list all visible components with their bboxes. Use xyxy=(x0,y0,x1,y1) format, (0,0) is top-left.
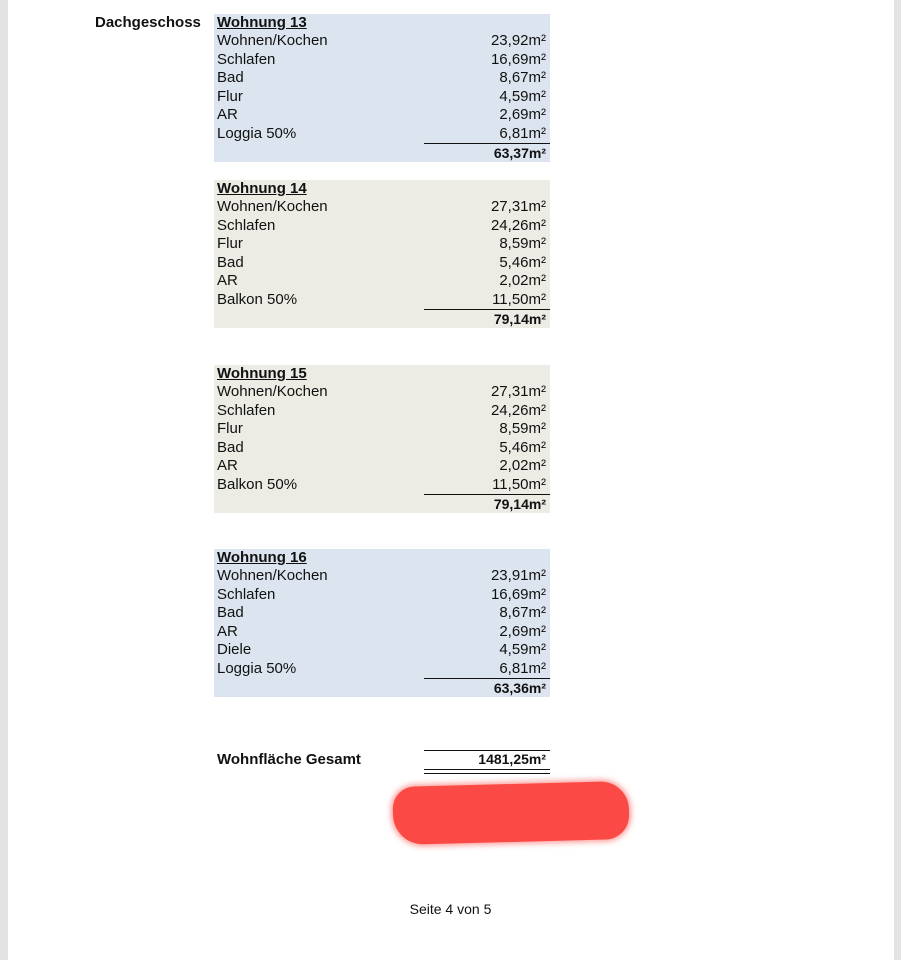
room-area: 4,59m² xyxy=(499,641,546,658)
room-name: Bad xyxy=(217,604,244,621)
apartment-block-15 xyxy=(214,365,550,513)
room-row xyxy=(214,567,550,586)
room-area: 2,02m² xyxy=(499,272,546,289)
room-name: Bad xyxy=(217,438,244,456)
apartment-block-13 xyxy=(214,14,550,162)
room-area: 2,69m² xyxy=(499,622,546,640)
room-area: 8,67m² xyxy=(499,69,546,86)
room-name: Wohnen/Kochen xyxy=(217,383,328,400)
room-row xyxy=(214,439,550,458)
apartment-total: 79,14m² xyxy=(493,496,546,512)
room-area: 23,92m² xyxy=(490,32,546,49)
room-row xyxy=(214,291,550,310)
room-row xyxy=(214,106,550,125)
room-area: 24,26m² xyxy=(490,401,546,419)
room-row xyxy=(214,586,550,605)
room-row xyxy=(214,457,550,476)
room-name: Schlafen xyxy=(217,585,276,603)
room-area: 11,50m² xyxy=(492,290,546,308)
room-row xyxy=(214,476,550,495)
total-area-double-rule-1 xyxy=(424,769,550,770)
apartment-total: 79,14m² xyxy=(493,311,546,327)
apartment-title: Wohnung 16 xyxy=(217,549,307,566)
room-row xyxy=(214,402,550,421)
room-row xyxy=(214,217,550,236)
room-area: 16,69m² xyxy=(490,585,546,603)
room-area: 2,69m² xyxy=(499,106,546,123)
room-area: 11,50m² xyxy=(492,475,546,493)
room-row xyxy=(214,69,550,88)
room-area: 27,31m² xyxy=(490,383,546,400)
room-area: 8,59m² xyxy=(499,420,546,437)
room-name: Wohnen/Kochen xyxy=(217,198,328,215)
room-name: Flur xyxy=(217,235,243,252)
room-row xyxy=(214,383,550,402)
room-name: Flur xyxy=(217,87,243,105)
room-name: Wohnen/Kochen xyxy=(217,567,328,584)
room-name: Bad xyxy=(217,69,244,86)
room-name: Schlafen xyxy=(217,216,276,234)
room-area: 5,46m² xyxy=(499,253,546,271)
room-name: Schlafen xyxy=(217,401,276,419)
room-row xyxy=(214,604,550,623)
room-name: Diele xyxy=(217,641,252,658)
room-name: AR xyxy=(217,457,238,474)
room-name: Flur xyxy=(217,420,243,437)
total-area-double-rule-2 xyxy=(424,773,550,774)
apartment-total: 63,37m² xyxy=(493,145,546,161)
room-area: 4,59m² xyxy=(499,87,546,105)
room-row xyxy=(214,420,550,439)
room-area: 27,31m² xyxy=(490,198,546,215)
room-row xyxy=(214,88,550,107)
floor-label: Dachgeschoss xyxy=(95,14,201,31)
apartment-title: Wohnung 15 xyxy=(217,365,307,382)
room-area: 24,26m² xyxy=(490,216,546,234)
page-number: Seite 4 von 5 xyxy=(409,901,492,917)
room-row xyxy=(214,660,550,679)
page-edge-left xyxy=(0,0,8,960)
page-edge-right xyxy=(894,0,901,960)
room-name: AR xyxy=(217,106,238,123)
room-row xyxy=(214,235,550,254)
total-area-label: Wohnfläche Gesamt xyxy=(217,751,361,768)
room-row xyxy=(214,51,550,70)
room-row xyxy=(214,623,550,642)
room-name: Balkon 50% xyxy=(217,475,298,493)
room-area: 16,69m² xyxy=(490,50,546,68)
room-area: 2,02m² xyxy=(499,457,546,474)
room-name: AR xyxy=(217,622,238,640)
apartment-block-14 xyxy=(214,180,550,328)
apartment-total: 63,36m² xyxy=(493,680,546,696)
room-area: 8,59m² xyxy=(499,235,546,252)
room-row xyxy=(214,641,550,660)
room-name: Loggia 50% xyxy=(217,659,297,677)
room-area: 23,91m² xyxy=(490,567,546,584)
room-area: 5,46m² xyxy=(499,438,546,456)
room-name: Schlafen xyxy=(217,50,276,68)
room-row xyxy=(214,125,550,144)
total-area-value: 1481,25m² xyxy=(478,751,546,767)
room-row xyxy=(214,198,550,217)
room-area: 6,81m² xyxy=(499,659,546,677)
room-area: 8,67m² xyxy=(499,604,546,621)
room-row xyxy=(214,272,550,291)
apartment-block-16 xyxy=(214,549,550,697)
room-name: Balkon 50% xyxy=(217,290,298,308)
room-name: Loggia 50% xyxy=(217,124,297,142)
apartment-title: Wohnung 13 xyxy=(217,14,307,31)
room-area: 6,81m² xyxy=(499,124,546,142)
room-row xyxy=(214,32,550,51)
room-name: Wohnen/Kochen xyxy=(217,32,328,49)
redaction-marker xyxy=(392,781,629,845)
room-name: Bad xyxy=(217,253,244,271)
room-name: AR xyxy=(217,272,238,289)
apartment-title: Wohnung 14 xyxy=(217,180,307,197)
room-row xyxy=(214,254,550,273)
